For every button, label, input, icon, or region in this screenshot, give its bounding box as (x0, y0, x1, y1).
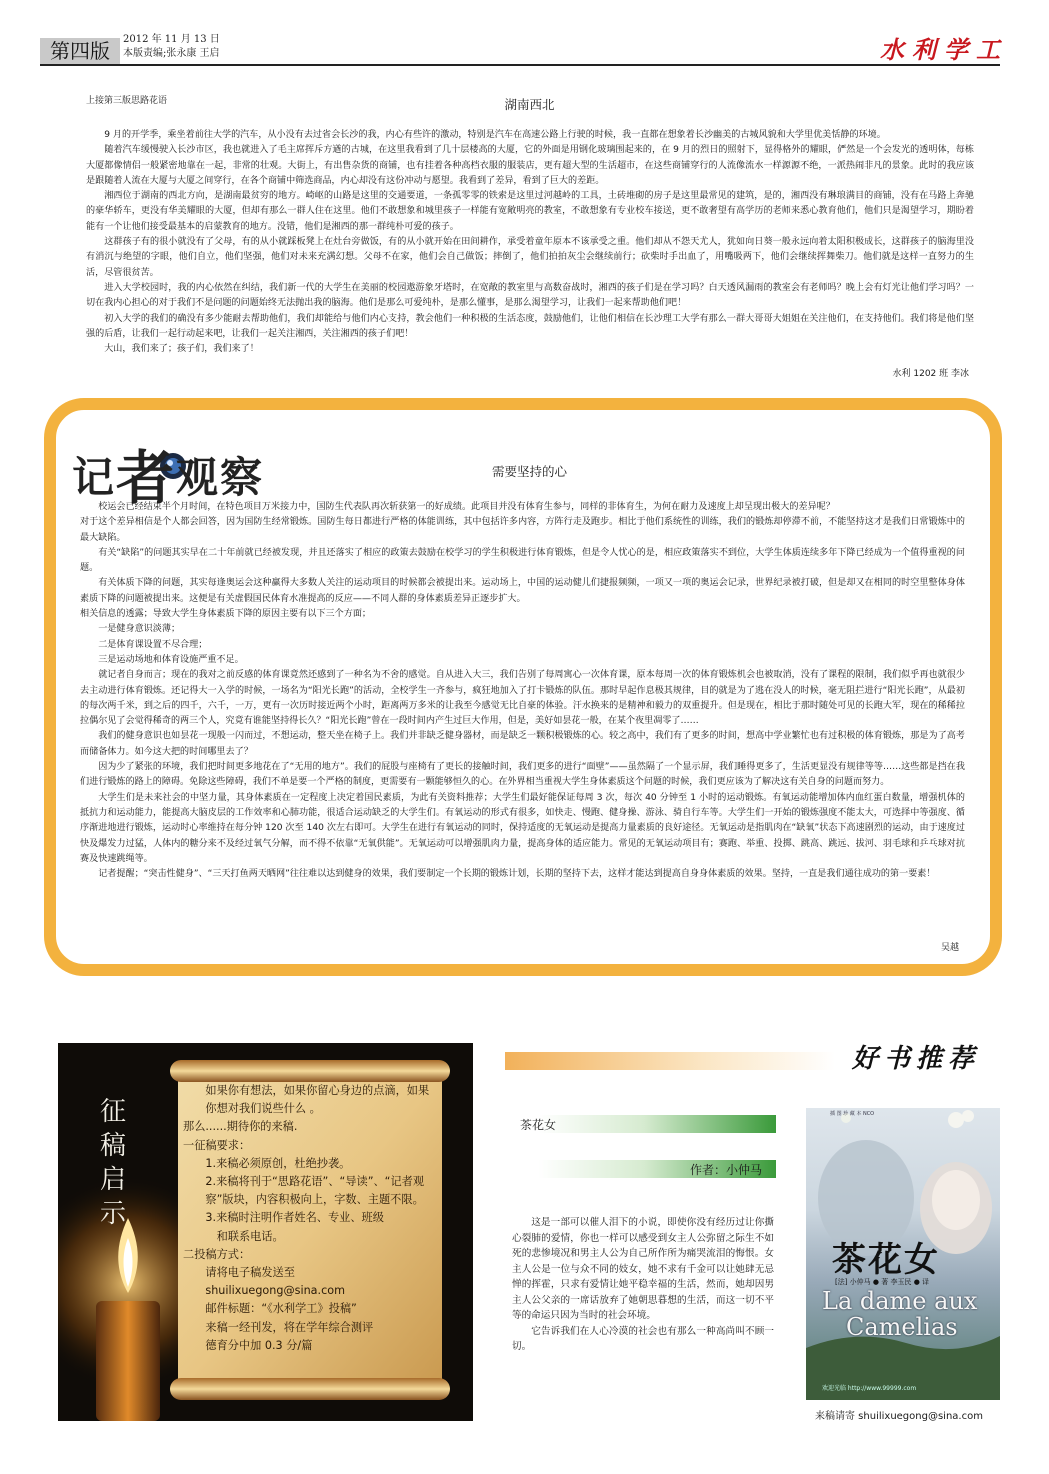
book-section-title: 好书推荐 (852, 1044, 981, 1074)
book-section-bar (505, 1052, 835, 1070)
paragraph: 随着汽车缓慢驶入长沙市区，我也就进入了毛主席挥斥方遒的古城，在这里我看到了几十层楼高的大厦，它的外面是用钢化玻璃围起来的，在 9 月的烈日的照射下，显得格外的耀眼，俨然是一个会发光的透明体，每栋大厦都像情侣一般紧密地靠在一起，非常的壮观。大街上，有出售杂货的商铺，也有挂着各种高档衣服的服装店，更有超大型的生活超市，在这些商铺穿行的人流像流水一样源源不绝，一派热闹非凡的景象。此时的我应该是跟随着人流在大厦与大厦之间穿行，在各个商铺中筛选商品，内心却没有这份冲动与愿望。我看到了差异，看到了巨大的差距。 (86, 145, 974, 186)
call-for-papers-line: 3.来稿时注明作者姓名、专业、班级 (205, 1211, 384, 1225)
paragraph: 有关“缺陷”的问题其实早在二十年前就已经被发现，并且还落实了相应的政策去鼓励在校学习的学生积极进行体育锻炼，但是令人忧心的是，相应政策落实不到位，大学生体质连续多年下降已经成为一个值得重视的问题。 (80, 547, 965, 574)
book-title: 茶花女 (520, 1118, 557, 1132)
paragraph: 相关信息的透露；导致大学生身体素质下降的原因主要有以下三个方面； (80, 609, 372, 620)
reporter-article-author: 吴越 (940, 943, 959, 953)
cover-title-fr-1: La dame aux (822, 1287, 978, 1315)
title-char: 示 (99, 1199, 126, 1229)
paragraph: 这群孩子有的很小就没有了父母，有的从小就踩板凳上在灶台旁做饭，有的从小就开始在田间耕作，承受着童年原本不该承受之重。他们却从不怨天尤人，犹如向日葵一般永远向着太阳积极成长，这群孩子的脑海里没有消沉与绝望的字眼，他们自立，他们坚强，他们对未来充满幻想。父母不在家，他们会自己做饭；摔倒了，他们拍拍灰尘会继续前行；砍柴时手出血了，用嘴吸两下，他们会继续挥舞柴刀。他们就是这样一直努力的生活，尽管很贫苦。 (86, 237, 974, 278)
continued-note: 上接第三版思路花语 (86, 96, 168, 106)
paragraph: 有关体质下降的问题，其实每逢奥运会这种赢得大多数人关注的运动项目的时候都会被提出来。运动场上，中国的运动健儿们捷报频频，一项又一项的奥运会记录，世界纪录被打破，但是却又在相同的时空里整体身体素质下降的问题被提出来。这便是有关虚假国民体育水准提高的反应——不同人群的身体素质差异正逐步扩大。 (80, 578, 965, 604)
cover-url: 欢迎光临 http://www.99999.com (822, 1385, 917, 1392)
newspaper-title: 水利学工 (880, 35, 1008, 64)
paragraph: 这是一部可以催人泪下的小说，即使你没有经历过让你撕心裂肺的爱情，你也一样可以感受到女主人公弥留之际生不如死的悲惨境况和男主人公为自己所作所为痛哭流泪的悔恨。女主人公是一位与众不同的妓女，她不求有千金可以让她肆无忌惮的挥霍，只求有爱情让她平稳幸福的生活，然而，她却因男主人公父亲的一席话放弃了她朝思暮想的生活，而这一切不平等的命运只因为当时的社会环境。 (512, 1217, 774, 1321)
edition-label: 第四版 (40, 38, 120, 64)
call-for-papers-line: 1.来稿必须原创，杜绝抄袭。 (205, 1156, 351, 1170)
paragraph: 大学生们是未来社会的中坚力量，其身体素质在一定程度上决定着国民素质，为此有关资料推荐；大学生们最好能保证每周 3 次，每次 40 分钟至 1 小时的运动锻炼。有氧运动能增加体内血红蛋白数量，增强机体的抵抗力和运动能力，能提高大脑皮层的工作效率和心肺功能，很适合运动缺乏的大学生们。有氧运动的形式有很多，如快走、慢跑、健身操、游泳、骑自行车等。大学生们一开始的锻炼强度不能太大，可选择中等强度、循序渐进地进行锻炼，运动时心率维持在每分钟 120 次至 140 次左右即可。大学生在进行有氧运动的同时，保持适度的无氧运动是提高力量素质的良好途径。无氧运动是指肌肉在“缺氧”状态下高速剧烈的运动，由于速度过快及爆发力过猛，人体内的糖分来不及经过氧气分解，而不得不依靠“无氧供能”。无氧运动可以增强肌肉力量，提高身体的适应能力。常见的无氧运动项目有；赛跑、举重、投掷、跳高、跳远、拔河、羽毛球和乒乓球对抗赛及快速跳绳等。 (80, 792, 965, 864)
logo-part-2: 者 (116, 444, 177, 512)
call-for-papers-line: 2.来稿将刊于“思路花语”、“导读”、“记者观察”版块，内容积极向上，字数、主题不限。 (205, 1175, 425, 1207)
title-char: 启 (99, 1165, 126, 1195)
contribute-email[interactable]: 来稿请寄 shuilixuegong@sina.com (815, 1411, 983, 1422)
paragraph: 对于这个差异相信是个人都会回答，因为国防生经常锻炼。国防生每日都进行严格的体能训练，其中包括许多内容，方阵行走及跑步。相比于他们系统性的训练，我们的锻炼却停滞不前，不能坚持这才是我们日常锻炼中的最大缺陷。 (80, 517, 965, 543)
reporter-article-title: 需要坚持的心 (491, 464, 567, 479)
cover-series: 插 图 珍 藏 本 NCO (830, 1111, 875, 1117)
book-description (512, 1215, 774, 1355)
editor-credit: 本版责编;张永康 王启 (123, 48, 220, 59)
paragraph: 一是健身意识淡薄； (98, 624, 181, 635)
call-for-papers-line: 一征稿要求： (183, 1138, 251, 1152)
paragraph: 就记者自身而言；现在的我对之前反感的体育课竟然还感到了一种名为不舍的感觉。自从进入大三，我们告别了每周寓心一次体育课，原本每周一次的体育锻炼机会也被取消，没有了课程的限制，我们似乎再也就很少去主动进行体育锻炼。还记得大一入学的时候，一场名为“阳光长跑”的活动，全校学生一齐参与，疯狂地加入了打卡锻炼的队伍。那时早起作息极其规律，目的就是为了逃在没人的时候，毫无阻拦进行“阳光长跑”，从最初的每次两千米，到之后的四千，六千，一万，更有一次历时接近两个小时，距离两万多米的让我至今感觉无比自豪的体验。汗水换来的是精神和毅力的双重提升。但是现在，相比于那时随处可见的长跑大军，现在的稀稀拉拉偶尔见了会觉得稀奇的两三个人，究竟有谁能坚持得长久？“阳光长跑”曾在一段时间内产生过巨大作用，但是，美好如昙花一般，在某个夜里凋零了…… (80, 670, 965, 727)
call-for-papers-line: 那么......期待你的来稿. (183, 1120, 298, 1134)
call-for-papers-line: 德育分中加 0.3 分/篇 (205, 1338, 313, 1352)
call-for-papers-line: 如果你有想法，如果你留心身边的点滴，如果你想对我们说些什么 。 (205, 1084, 430, 1116)
paragraph: 进入大学校园时，我的内心依然在纠结，我们新一代的大学生在美丽的校园遨游象牙塔时，在宽敞的教室里与高数奋战时，湘西的孩子们是在学习吗？白天透风漏雨的教室会有老师吗？晚上会有灯光让他们学习吗？一切在我内心担心的对于我们不是问题的问题始终无法抛出我的脑海。他们是那么可爱纯朴，是那么懂事，是那么渴望学习，让我们一起来帮助他们吧！ (86, 282, 974, 309)
call-for-papers-title (98, 1095, 128, 1231)
logo-part-1: 记 (72, 453, 117, 502)
cover-title-cn: 茶花女 (832, 1240, 940, 1280)
call-for-papers-line: 来稿一经刊发，将在学年综合测评 (205, 1320, 374, 1334)
call-for-papers-line: 二投稿方式： (183, 1247, 251, 1261)
header-divider (40, 64, 1000, 66)
issue-date: 2012 年 11 月 13 日 (123, 34, 220, 45)
paragraph: 我们的健身意识也如昙花一现般一闪而过，不想运动，整天坐在椅子上。我们并非缺乏健身器材，而是缺乏一颗积极锻炼的心。较之高中，我们有了更多的时间，想高中学业繁忙也有过积极的体育锻炼，那是为了高考而储备体力。如今这大把的时间哪里去了？ (80, 731, 965, 757)
call-for-papers-line: 和联系电话。 (216, 1229, 284, 1243)
article-title: 湖南西北 (504, 97, 555, 112)
paragraph: 9 月的开学季，乘坐着前往大学的汽车，从小没有去过省会长沙的我，内心有些许的激动，特别是汽车在高速公路上行驶的时候，我一直都在想象着长沙幽美的古城风貌和大学里优美恬静的环境。 (104, 130, 886, 140)
paragraph: 三是运动场地和体育设施严重不足。 (98, 654, 244, 665)
paragraph: 二是体育课设置不尽合理； (98, 639, 208, 650)
paragraph: 校运会已经结束半个月时间，在特色项目万米接力中，国防生代表队再次斩获第一的好成绩。此项目并没有体育生参与，同样的非体育生，为何在耐力及速度上却呈现出极大的差异呢？ (98, 502, 835, 512)
title-char: 稿 (99, 1131, 126, 1161)
book-author: 作者：小仲马 (690, 1163, 763, 1177)
call-for-papers-body (183, 1082, 435, 1355)
article-body (86, 128, 974, 357)
logo-part-3: 观察 (176, 453, 265, 502)
title-char: 征 (99, 1097, 126, 1127)
cover-credit: [法] 小仲马 ● 著 李玉民 ● 译 (835, 1278, 930, 1286)
paragraph: 大山，我们来了；孩子们，我们来了！ (104, 344, 259, 355)
paragraph: 初入大学的我们的确没有多少能耐去帮助他们，我们却能给与他们内心支持，教会他们一种积极的生活态度，鼓励他们，让他们相信在长沙理工大学有那么一群大哥哥大姐姐在关注他们，在支持他们。我们将是他们坚强的后盾，让我们一起行动起来吧，让我们一起关注湘西，关注湘西的孩子们吧！ (86, 313, 974, 339)
paragraph: 因为少了紧张的环境，我们把时间更多地花在了“无用的地方”。我们的屁股与座椅有了更长的接触时间，我们更多的进行“面壁”——虽然隔了一个显示屏，我们睡得更多了，生活更显没有规律等等……这些都是挡在我们进行锻炼的路上的障碍。免除这些障碍，我们不单是要一个严格的制度，更需要有一颗能够恒久的心。在外界相当重视大学生身体素质这个问题的时候，我们更应该为了解决这有关自身的问题而努力。 (80, 762, 965, 788)
reporter-article-body (80, 500, 965, 882)
paragraph: 湘西位于湖南的西北方向，是湖南最贫穷的地方。崎岖的山路是这里的交通要道，一条孤零零的铁索是这里过河越岭的工具，土砖堆砌的房子是这里最常见的建筑，是的，湘西没有琳琅满目的商铺，没有在马路上奔驰的豪华轿车，更没有华美耀眼的大厦，但却有那么一群人住在这里。他们不敢想象和城里孩子一样能有宽敞明亮的教室，不敢想象有专业校车接送，更不敢奢望有高学历的老师来悉心教育他们，他们只是渴望学习，期盼着能有一个让他们接受最基本的启蒙教育的地方。没错，他们是湘西的那一群纯朴可爱的孩子。 (86, 191, 974, 232)
paragraph: 记者提醒；“突击性健身”、“三天打鱼两天晒网”往往难以达到健身的效果，我们要制定一个长期的锻炼计划，长期的坚持下去，这样才能达到提高自身身体素质的效果。坚持，一直是我们通往成功的第一要素！ (98, 869, 936, 880)
paragraph: 它告诉我们在人心冷漠的社会也有那么一种高尚叫不顾一切。 (512, 1325, 774, 1352)
article-author: 水利 1202 班 李冰 (892, 369, 969, 379)
call-for-papers-line: 请将电子稿发送至 shuilixuegong@sina.com (205, 1266, 345, 1298)
cover-title-fr-2: Camelias (846, 1313, 958, 1341)
call-for-papers-line: 邮件标题：“《水利学工》投稿” (205, 1302, 357, 1316)
